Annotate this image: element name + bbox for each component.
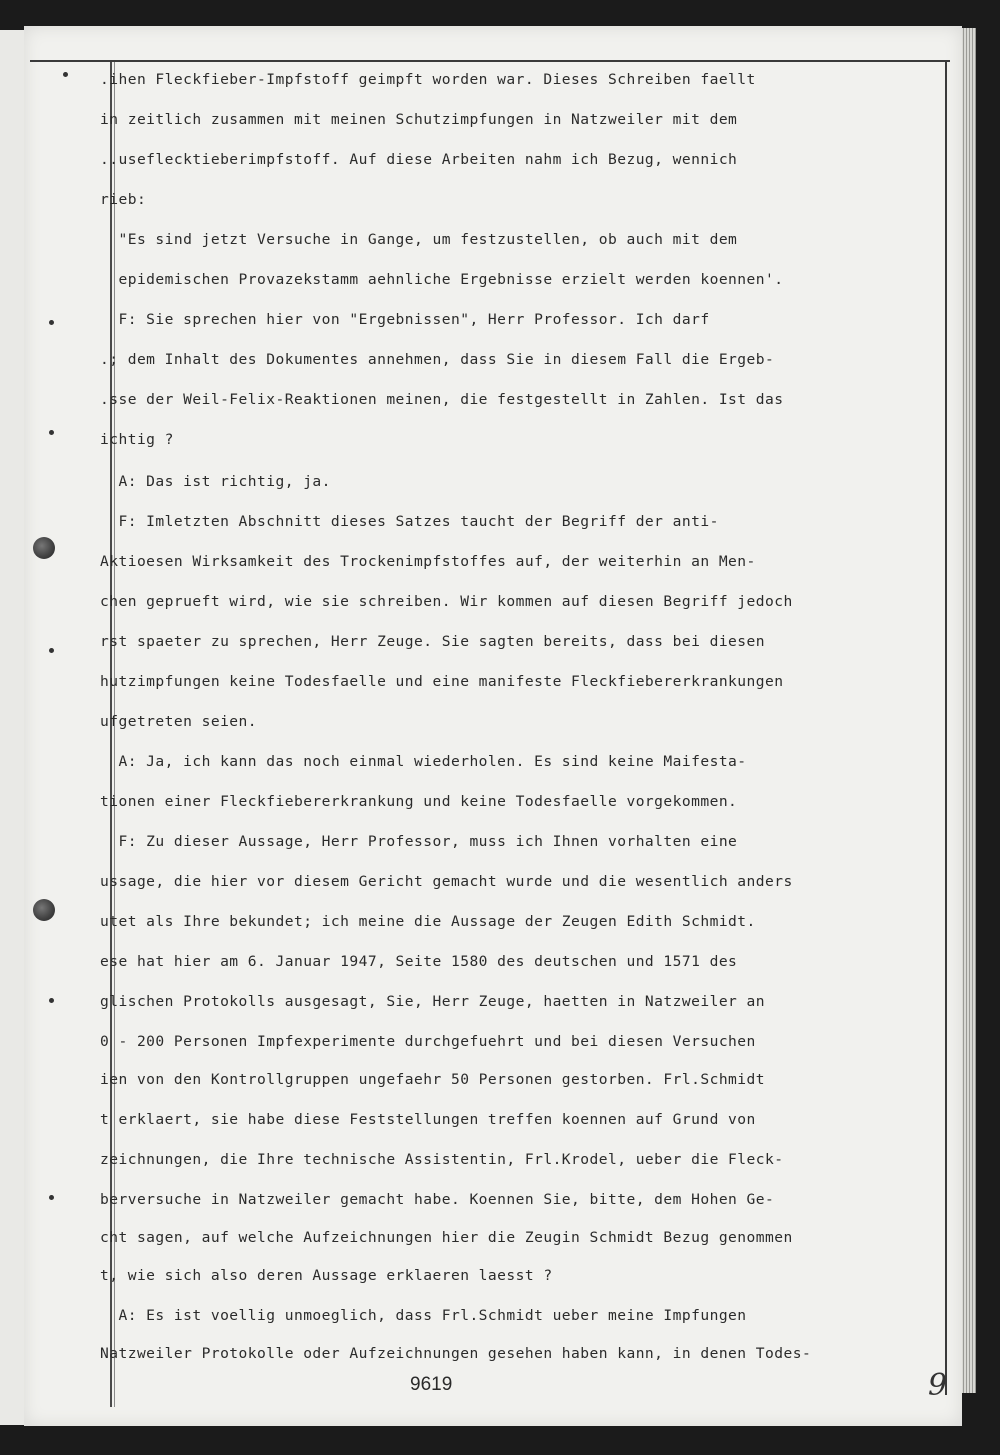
margin-mark bbox=[63, 72, 68, 77]
text-line: rieb: bbox=[100, 191, 147, 208]
text-line: 0 - 200 Personen Impfexperimente durchgefuehrt und bei diesen Versuchen bbox=[100, 1033, 756, 1050]
text-line: in zeitlich zusammen mit meinen Schutzimpfungen in Natzweiler mit dem bbox=[100, 111, 738, 128]
text-line: ufgetreten seien. bbox=[100, 713, 258, 730]
text-line: tionen einer Fleckfiebererkrankung und keine Todesfaelle vorgekommen. bbox=[100, 793, 738, 810]
text-line: F: Imletzten Abschnitt dieses Satzes taucht der Begriff der anti- bbox=[100, 513, 719, 530]
text-line: A: Das ist richtig, ja. bbox=[100, 473, 331, 490]
margin-mark bbox=[49, 998, 54, 1003]
text-line: Aktioesen Wirksamkeit des Trockenimpfstoffes auf, der weiterhin an Men- bbox=[100, 553, 756, 570]
text-line: .sse der Weil-Felix-Reaktionen meinen, die festgestellt in Zahlen. Ist das bbox=[100, 391, 784, 408]
margin-mark bbox=[49, 320, 54, 325]
text-line: ..useflecktieberimpfstoff. Auf diese Arbeiten nahm ich Bezug, wennich bbox=[100, 151, 738, 168]
text-line: t, wie sich also deren Aussage erklaeren laesst ? bbox=[100, 1267, 553, 1284]
text-line: A: Ja, ich kann das noch einmal wiederholen. Es sind keine Maifesta- bbox=[100, 753, 747, 770]
text-line: hutzimpfungen keine Todesfaelle und eine manifeste Fleckfiebererkrankungen bbox=[100, 673, 784, 690]
page-number: 9619 bbox=[410, 1374, 453, 1395]
margin-mark bbox=[49, 648, 54, 653]
text-line: t erklaert, sie habe diese Feststellungen treffen koennen auf Grund von bbox=[100, 1111, 756, 1128]
text-line: ussage, die hier vor diesem Gericht gemacht wurde und die wesentlich anders bbox=[100, 873, 793, 890]
text-line: .; dem Inhalt des Dokumentes annehmen, dass Sie in diesem Fall die Ergeb- bbox=[100, 351, 775, 368]
text-line: ichtig ? bbox=[100, 431, 174, 448]
text-line: .ihen Fleckfieber-Impfstoff geimpft worden war. Dieses Schreiben faellt bbox=[100, 71, 756, 88]
text-line: ien von den Kontrollgruppen ungefaehr 50 Personen gestorben. Frl.Schmidt bbox=[100, 1071, 766, 1088]
text-line: zeichnungen, die Ihre technische Assistentin, Frl.Krodel, ueber die Fleck- bbox=[100, 1151, 784, 1168]
text-line: A: Es ist voellig unmoeglich, dass Frl.Schmidt ueber meine Impfungen bbox=[100, 1307, 747, 1324]
text-line: F: Zu dieser Aussage, Herr Professor, muss ich Ihnen vorhalten eine bbox=[100, 833, 738, 850]
punch-hole-bottom bbox=[33, 899, 55, 921]
text-line: F: Sie sprechen hier von "Ergebnissen", Herr Professor. Ich darf bbox=[100, 311, 710, 328]
text-line: utet als Ihre bekundet; ich meine die Aussage der Zeugen Edith Schmidt. bbox=[100, 913, 756, 930]
punch-hole-top bbox=[33, 537, 55, 559]
text-line: "Es sind jetzt Versuche in Gange, um festzustellen, ob auch mit dem bbox=[100, 231, 738, 248]
previous-page-edge bbox=[0, 30, 26, 1425]
margin-mark bbox=[49, 1195, 54, 1200]
text-line: Natzweiler Protokolle oder Aufzeichnungen gesehen haben kann, in denen Todes- bbox=[100, 1345, 812, 1362]
text-line: epidemischen Provazekstamm aehnliche Ergebnisse erzielt werden koennen'. bbox=[100, 271, 784, 288]
frame-right-border bbox=[945, 60, 947, 1395]
text-line: berversuche in Natzweiler gemacht habe. Koennen Sie, bitte, dem Hohen Ge- bbox=[100, 1191, 775, 1208]
text-line: rst spaeter zu sprechen, Herr Zeuge. Sie sagten bereits, dass bei diesen bbox=[100, 633, 766, 650]
margin-mark bbox=[49, 430, 54, 435]
text-line: cht sagen, auf welche Aufzeichnungen hier die Zeugin Schmidt Bezug genommen bbox=[100, 1229, 793, 1246]
text-line: chen geprueft wird, wie sie schreiben. Wir kommen auf diesen Begriff jedoch bbox=[100, 593, 793, 610]
frame-top-border bbox=[30, 60, 950, 62]
text-line: ese hat hier am 6. Januar 1947, Seite 1580 des deutschen und 1571 des bbox=[100, 953, 738, 970]
handwritten-corner-number: 9 bbox=[928, 1368, 948, 1403]
text-line: glischen Protokolls ausgesagt, Sie, Herr Zeuge, haetten in Natzweiler an bbox=[100, 993, 766, 1010]
